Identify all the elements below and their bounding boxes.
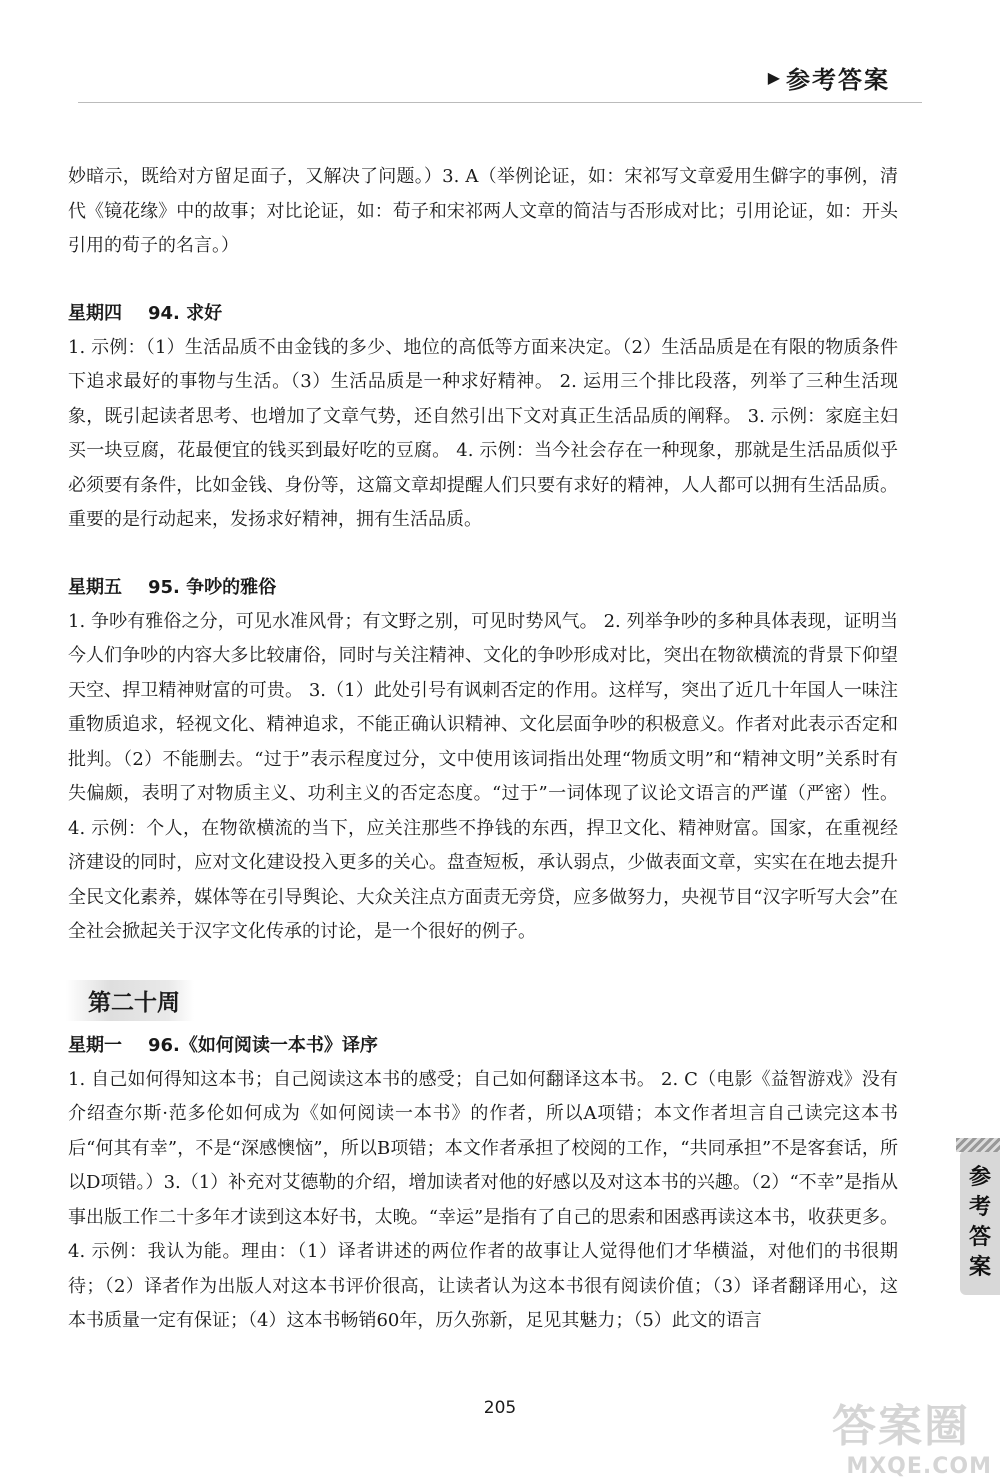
section-title: 95. 争吵的雅俗 bbox=[148, 576, 277, 598]
section-title: 96.《如何阅读一本书》译序 bbox=[148, 1034, 378, 1056]
section-body: 1. 示例：（1）生活品质不由金钱的多少、地位的高低等方面来决定。（2）生活品质是在有限的物质条件下追求最好的事物与生活。（3）生活品质是一种求好精神。 2. 运用三个排比段落，列举了三种生活现象，既引起读者思考、也增加了文章气势，还自然引出下文对真正生活品质的阐释。 3. 示例：家庭主妇买一块豆腐，花最便宜的钱买到最好吃的豆腐。 4. 示例：当今社会存在一种现象，那就是生活品质似乎必须要有条件，比如金钱、身份等，这篇文章却提醒人们只要有求好的精神，人人都可以拥有生活品质。重要的是行动起来，发扬求好精神，拥有生活品质。 bbox=[68, 336, 898, 530]
week-heading: 第二十周 bbox=[66, 980, 194, 1021]
side-tab-char: 考 bbox=[968, 1194, 991, 1220]
side-tab-pattern bbox=[956, 1138, 1000, 1152]
section-heading bbox=[68, 297, 898, 331]
watermark-url: MXQE.COM bbox=[846, 1454, 992, 1479]
side-tab-char: 答 bbox=[968, 1224, 991, 1250]
section-title: 94. 求好 bbox=[148, 302, 223, 324]
answer-content bbox=[68, 160, 898, 1339]
section-friday bbox=[68, 571, 898, 950]
side-tab-char: 参 bbox=[968, 1164, 991, 1190]
section-body: 1. 自己如何得知这本书；自己阅读这本书的感受；自己如何翻译这本书。 2. C（电影《益智游戏》没有介绍查尔斯·范多伦如何成为《如何阅读一本书》的作者，所以A项错；本文作者坦言自己读完这本书后“何其有幸”，不是“深感懊恼”，所以B项错；本文作者承担了校阅的工作，“共同承担”不是客套话，所以D项错。）3.（1）补充对艾德勒的介绍，增加读者对他的好感以及对这本书的兴趣。（2）“不幸”是指从事出版工作二十多年才读到这本好书，太晚。“幸运”是指有了自己的思索和困惑再读这本书，收获更多。 4. 示例：我认为能。理由：（1）译者讲述的两位作者的故事让人觉得他们才华横溢，对他们的书很期待；（2）译者作为出版人对这本书评价很高，让读者认为这本书很有阅读价值；（3）译者翻译用心，这本书质量一定有保证；（4）这本书畅销60年，历久弥新，足见其魅力；（5）此文的语言 bbox=[68, 1068, 898, 1331]
side-tab-char: 案 bbox=[968, 1254, 991, 1280]
header-title: 参考答案 bbox=[786, 66, 890, 94]
section-day: 星期一 bbox=[68, 1034, 122, 1056]
watermark-logo bbox=[832, 1390, 992, 1479]
page-header bbox=[768, 60, 890, 95]
page-number: 205 bbox=[483, 1398, 517, 1418]
side-tab-answers bbox=[960, 1150, 1000, 1295]
section-heading bbox=[68, 1029, 898, 1063]
intro-paragraph: 妙暗示，既给对方留足面子，又解决了问题。）3. A（举例论证，如：宋祁写文章爱用生僻字的事例，清代《镜花缘》中的故事；对比论证，如：荀子和宋祁两人文章的简洁与否形成对比；引用论证，如：开头引用的荀子的名言。） bbox=[68, 166, 898, 256]
section-body: 1. 争吵有雅俗之分，可见水准风骨；有文野之别，可见时势风气。 2. 列举争吵的多种具体表现，证明当今人们争吵的内容大多比较庸俗，同时与关注精神、文化的争吵形成对比，突出在物欲横流的背景下仰望天空、捍卫精神财富的可贵。 3.（1）此处引号有讽刺否定的作用。这样写，突出了近几十年国人一味注重物质追求，轻视文化、精神追求，不能正确认识精神、文化层面争吵的积极意义。作者对此表示否定和批判。（2）不能删去。“过于”表示程度过分，文中使用该词指出处理“物质文明”和“精神文明”关系时有失偏颇，表明了对物质主义、功利主义的否定态度。“过于”一词体现了议论文语言的严谨（严密）性。 4. 示例：个人，在物欲横流的当下，应关注那些不挣钱的东西，捍卫文化、精神财富。国家，在重视经济建设的同时，应对文化建设投入更多的关心。盘查短板，承认弱点，少做表面文章，实实在在地去提升全民文化素养，媒体等在引导舆论、大众关注点方面责无旁贷，应多做努力，央视节目“汉字听写大会”在全社会掀起关于汉字文化传承的讨论，是一个很好的例子。 bbox=[68, 610, 898, 942]
section-day: 星期四 bbox=[68, 302, 122, 324]
section-heading bbox=[68, 571, 898, 605]
play-arrow-icon: ▶ bbox=[767, 68, 782, 87]
section-day: 星期五 bbox=[68, 576, 122, 598]
section-thursday bbox=[68, 297, 898, 538]
watermark-text: 答案圈 bbox=[832, 1401, 970, 1452]
section-monday bbox=[68, 1029, 898, 1339]
header-divider bbox=[78, 102, 922, 103]
